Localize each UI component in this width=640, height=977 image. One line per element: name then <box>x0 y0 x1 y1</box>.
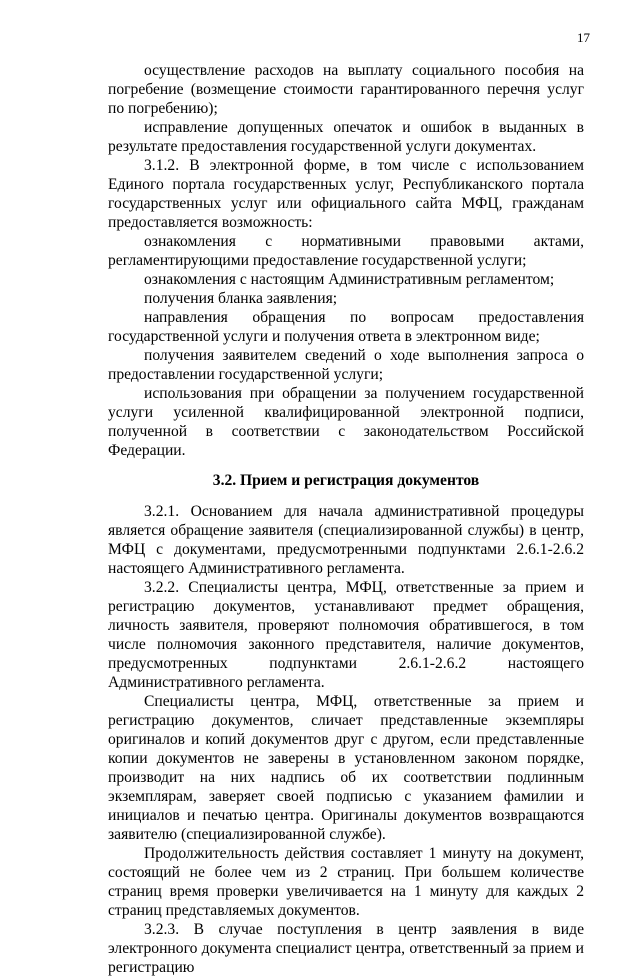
paragraph: использования при обращении за получением государственной услуги усиленной квалифицированной электронной подписи, полученной в соответствии с законодательством Российской Федерации. <box>108 385 584 459</box>
section-heading: 3.2. Прием и регистрация документов <box>212 472 480 489</box>
paragraph: Продолжительность действия составляет 1 минуту на документ, состоящий не более чем из 2 страниц. При большем количестве страниц время проверки увеличивается на 1 минуту для каждых 2 страниц представляемых документов. <box>108 845 584 919</box>
paragraph: направления обращения по вопросам предоставления государственной услуги и получения ответа в электронном виде; <box>108 309 584 345</box>
paragraph: 3.2.1. Основанием для начала административной процедуры является обращение заявителя (специализированной службы) в центр, МФЦ с документами, предусмотренными подпунктами 2.6.1-2.6.2 настоящего Административного регламента. <box>108 503 584 577</box>
paragraph: ознакомления с нормативными правовыми актами, регламентирующими предоставление государственной услуги; <box>108 233 584 269</box>
document-body <box>108 61 584 977</box>
paragraph: 3.2.2. Специалисты центра, МФЦ, ответственные за прием и регистрацию документов, устанавливают предмет обращения, личность заявителя, проверяют полномочия обратившегося, в том числе полномочия законного представителя, наличие документов, предусмотренных подпунктами 2.6.1-2.6.2 настоящего Административного регламента. <box>108 579 584 691</box>
paragraph: получения заявителем сведений о ходе выполнения запроса о предоставлении государственной услуги; <box>108 347 584 383</box>
paragraph: исправление допущенных опечаток и ошибок в выданных в результате предоставления государственной услуги документах. <box>108 119 584 155</box>
paragraph: ознакомления с настоящим Административным регламентом; <box>144 271 555 288</box>
page-number: 17 <box>577 30 590 45</box>
paragraph: Специалисты центра, МФЦ, ответственные за прием и регистрацию документов, сличает представленные экземпляры оригиналов и копий документов друг с другом, если представленные копии документов не заверены в установленном законом порядке, производит на них надпись об их соответствии подлинным экземплярам, заверяет своей подписью с указанием фамилии и инициалов и печатью центра. Оригиналы документов возвращаются заявителю (специализированной службе). <box>108 693 584 843</box>
paragraph: получения бланка заявления; <box>144 290 338 307</box>
paragraph: 3.1.2. В электронной форме, в том числе с использованием Единого портала государственных услуг, Республиканского портала государственных услуг или официального сайта МФЦ, гражданам предоставляется возможность: <box>108 157 584 231</box>
paragraph: осуществление расходов на выплату социального пособия на погребение (возмещение стоимости гарантированного перечня услуг по погребению); <box>108 62 584 117</box>
paragraph: 3.2.3. В случае поступления в центр заявления в виде электронного документа специалист центра, ответственный за прием и регистрацию <box>108 921 584 976</box>
